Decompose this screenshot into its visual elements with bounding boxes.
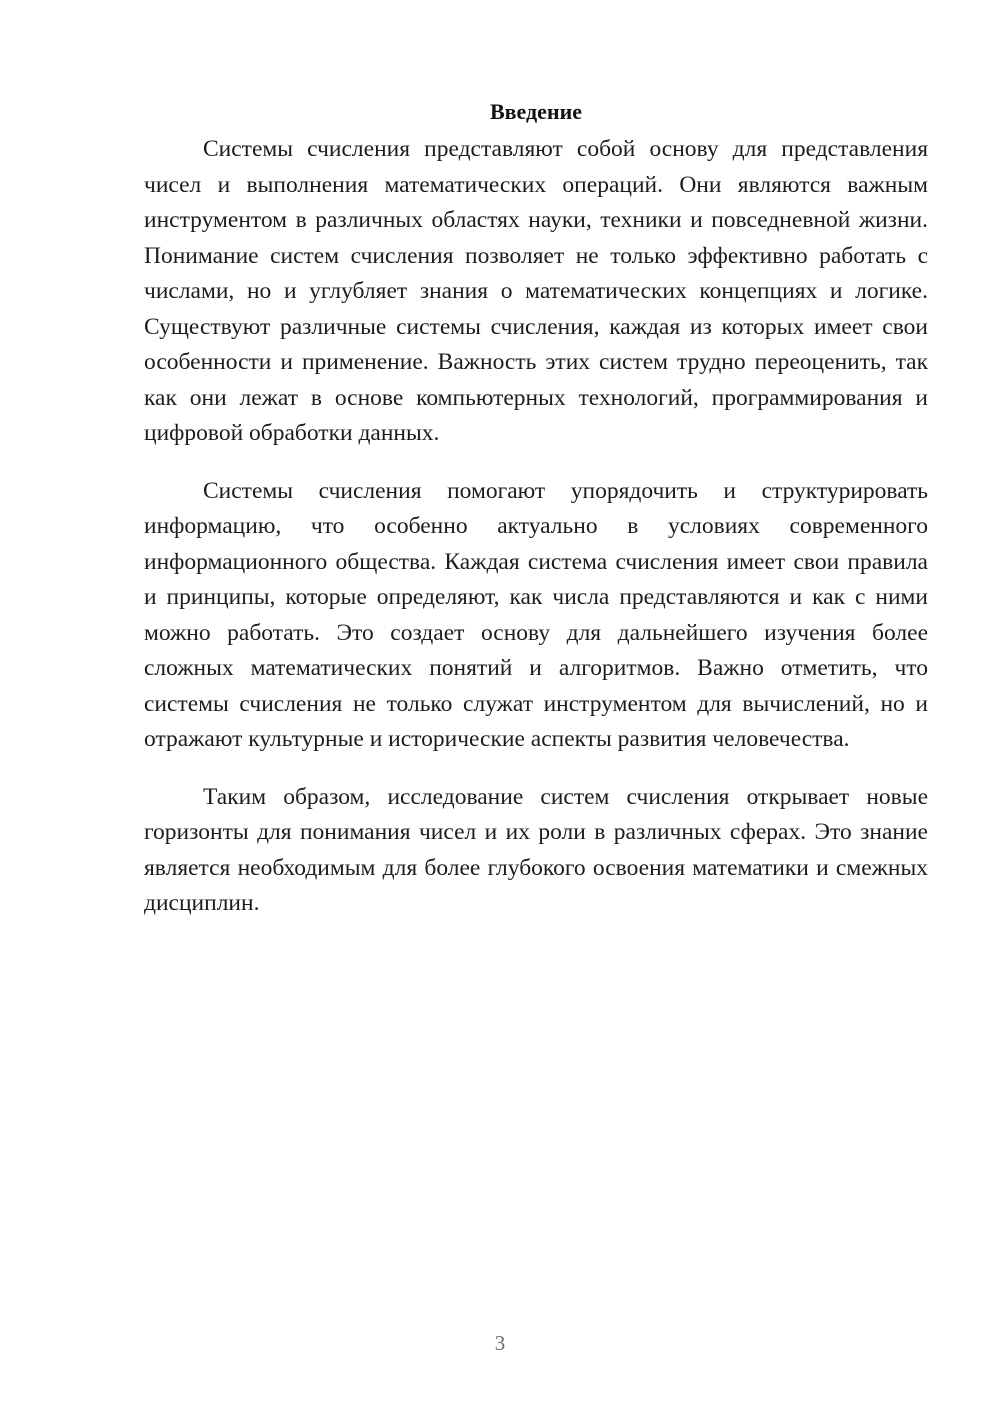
paragraph-1: Системы счисления представляют собой основу для представления чисел и выполнения математических операций. Они являются важным инструментом в различных областях науки, техники и повседневной жизни. Понимание систем счисления позволяет не только эффективно работать с числами, но и углубляет знания о математических концепциях и логике. Существуют различные системы счисления, каждая из которых имеет свои особенности и применение. Важность этих систем трудно переоценить, так как они лежат в основе компьютерных технологий, программирования и цифровой обработки данных.: [144, 136, 928, 446]
page-number: 3: [494, 1331, 506, 1355]
paragraph-3: Таким образом, исследование систем счисления открывает новые горизонты для понимания чисел и их роли в различных сферах. Это знание является необходимым для более глубокого освоения математики и смежных дисциплин.: [144, 783, 928, 916]
page-content: [144, 96, 928, 944]
page-title: Введение: [489, 99, 583, 124]
paragraph-2: Системы счисления помогают упорядочить и структурировать информацию, что особенно актуально в условиях современного информационного общества. Каждая система счисления имеет свои правила и принципы, которые определяют, как числа представляются и как с ними можно работать. Это создает основу для дальнейшего изучения более сложных математических понятий и алгоритмов. Важно отметить, что системы счисления не только служат инструментом для вычислений, но и отражают культурные и исторические аспекты развития человечества.: [144, 477, 928, 752]
